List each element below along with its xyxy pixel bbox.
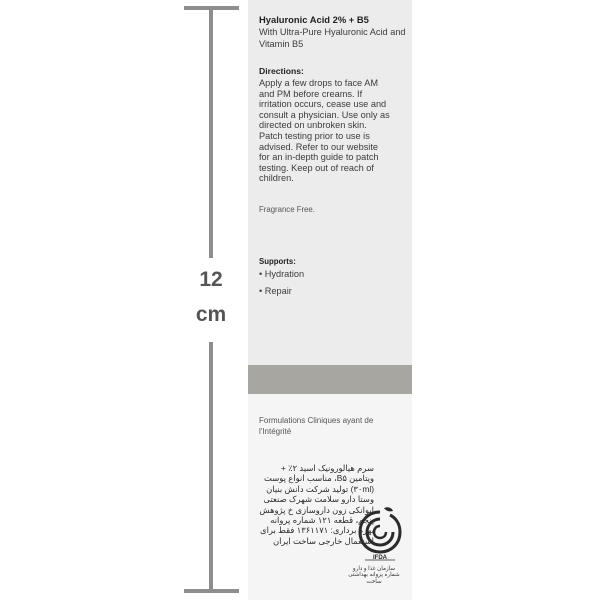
supports-item-label: Hydration bbox=[264, 269, 305, 279]
product-box bbox=[248, 0, 412, 600]
ruler-line-lower bbox=[209, 342, 213, 591]
box-gray-band bbox=[248, 365, 412, 394]
ifda-emblem-icon bbox=[351, 504, 409, 566]
product-title: Hyaluronic Acid 2% + B5 bbox=[259, 14, 369, 25]
supports-heading: Supports: bbox=[259, 257, 296, 266]
ruler-line-upper bbox=[209, 8, 213, 258]
logo-caption bbox=[341, 566, 407, 585]
persian-product-info: سرم هیالورونیک اسید ۲٪ + ویتامین B۵، مناسب انواع پوست (۳۰ml) تولید شرکت دانش بنیان وستا دارو سلامت شهرک صنعتی ایوانکی زون داروسازی خ پژوهش پنجم، قطعه ۱۲۱ شماره پروانه بهره برداری: ۱۳۶۱۱۷۱ فقط برای استعمال خارجی ساخت ایران bbox=[259, 463, 374, 546]
supports-item-repair: • Repair bbox=[259, 286, 292, 296]
supports-item-hydration: • Hydration bbox=[259, 269, 305, 279]
ruler-number: 12 bbox=[199, 268, 223, 291]
logo-caption-line-1: سازمان غذا و دارو bbox=[352, 566, 396, 572]
supports-item-label: Repair bbox=[264, 286, 292, 296]
ruler-bottom-cap bbox=[184, 589, 239, 593]
logo-caption-line-2: شماره پروانه بهداشتی ساخت bbox=[348, 572, 400, 585]
directions-text: Apply a few drops to face AM and PM before creams. If irritation occurs, cease use and consult a physician. Use only as directed on unbroken skin. Patch testing prior to use is advised. Refer to our website for an in-depth guide to patch testing. Keep out of reach of children. bbox=[259, 78, 390, 184]
directions-heading: Directions: bbox=[259, 66, 304, 76]
logo-text: IFDA bbox=[373, 555, 387, 561]
fragrance-note: Fragrance Free. bbox=[259, 205, 315, 214]
formulations-tagline: Formulations Cliniques ayant de l'Intégrité bbox=[259, 416, 374, 436]
product-subtitle: With Ultra-Pure Hyaluronic Acid and Vitamin B5 bbox=[259, 27, 406, 49]
ruler-unit: cm bbox=[195, 303, 227, 326]
